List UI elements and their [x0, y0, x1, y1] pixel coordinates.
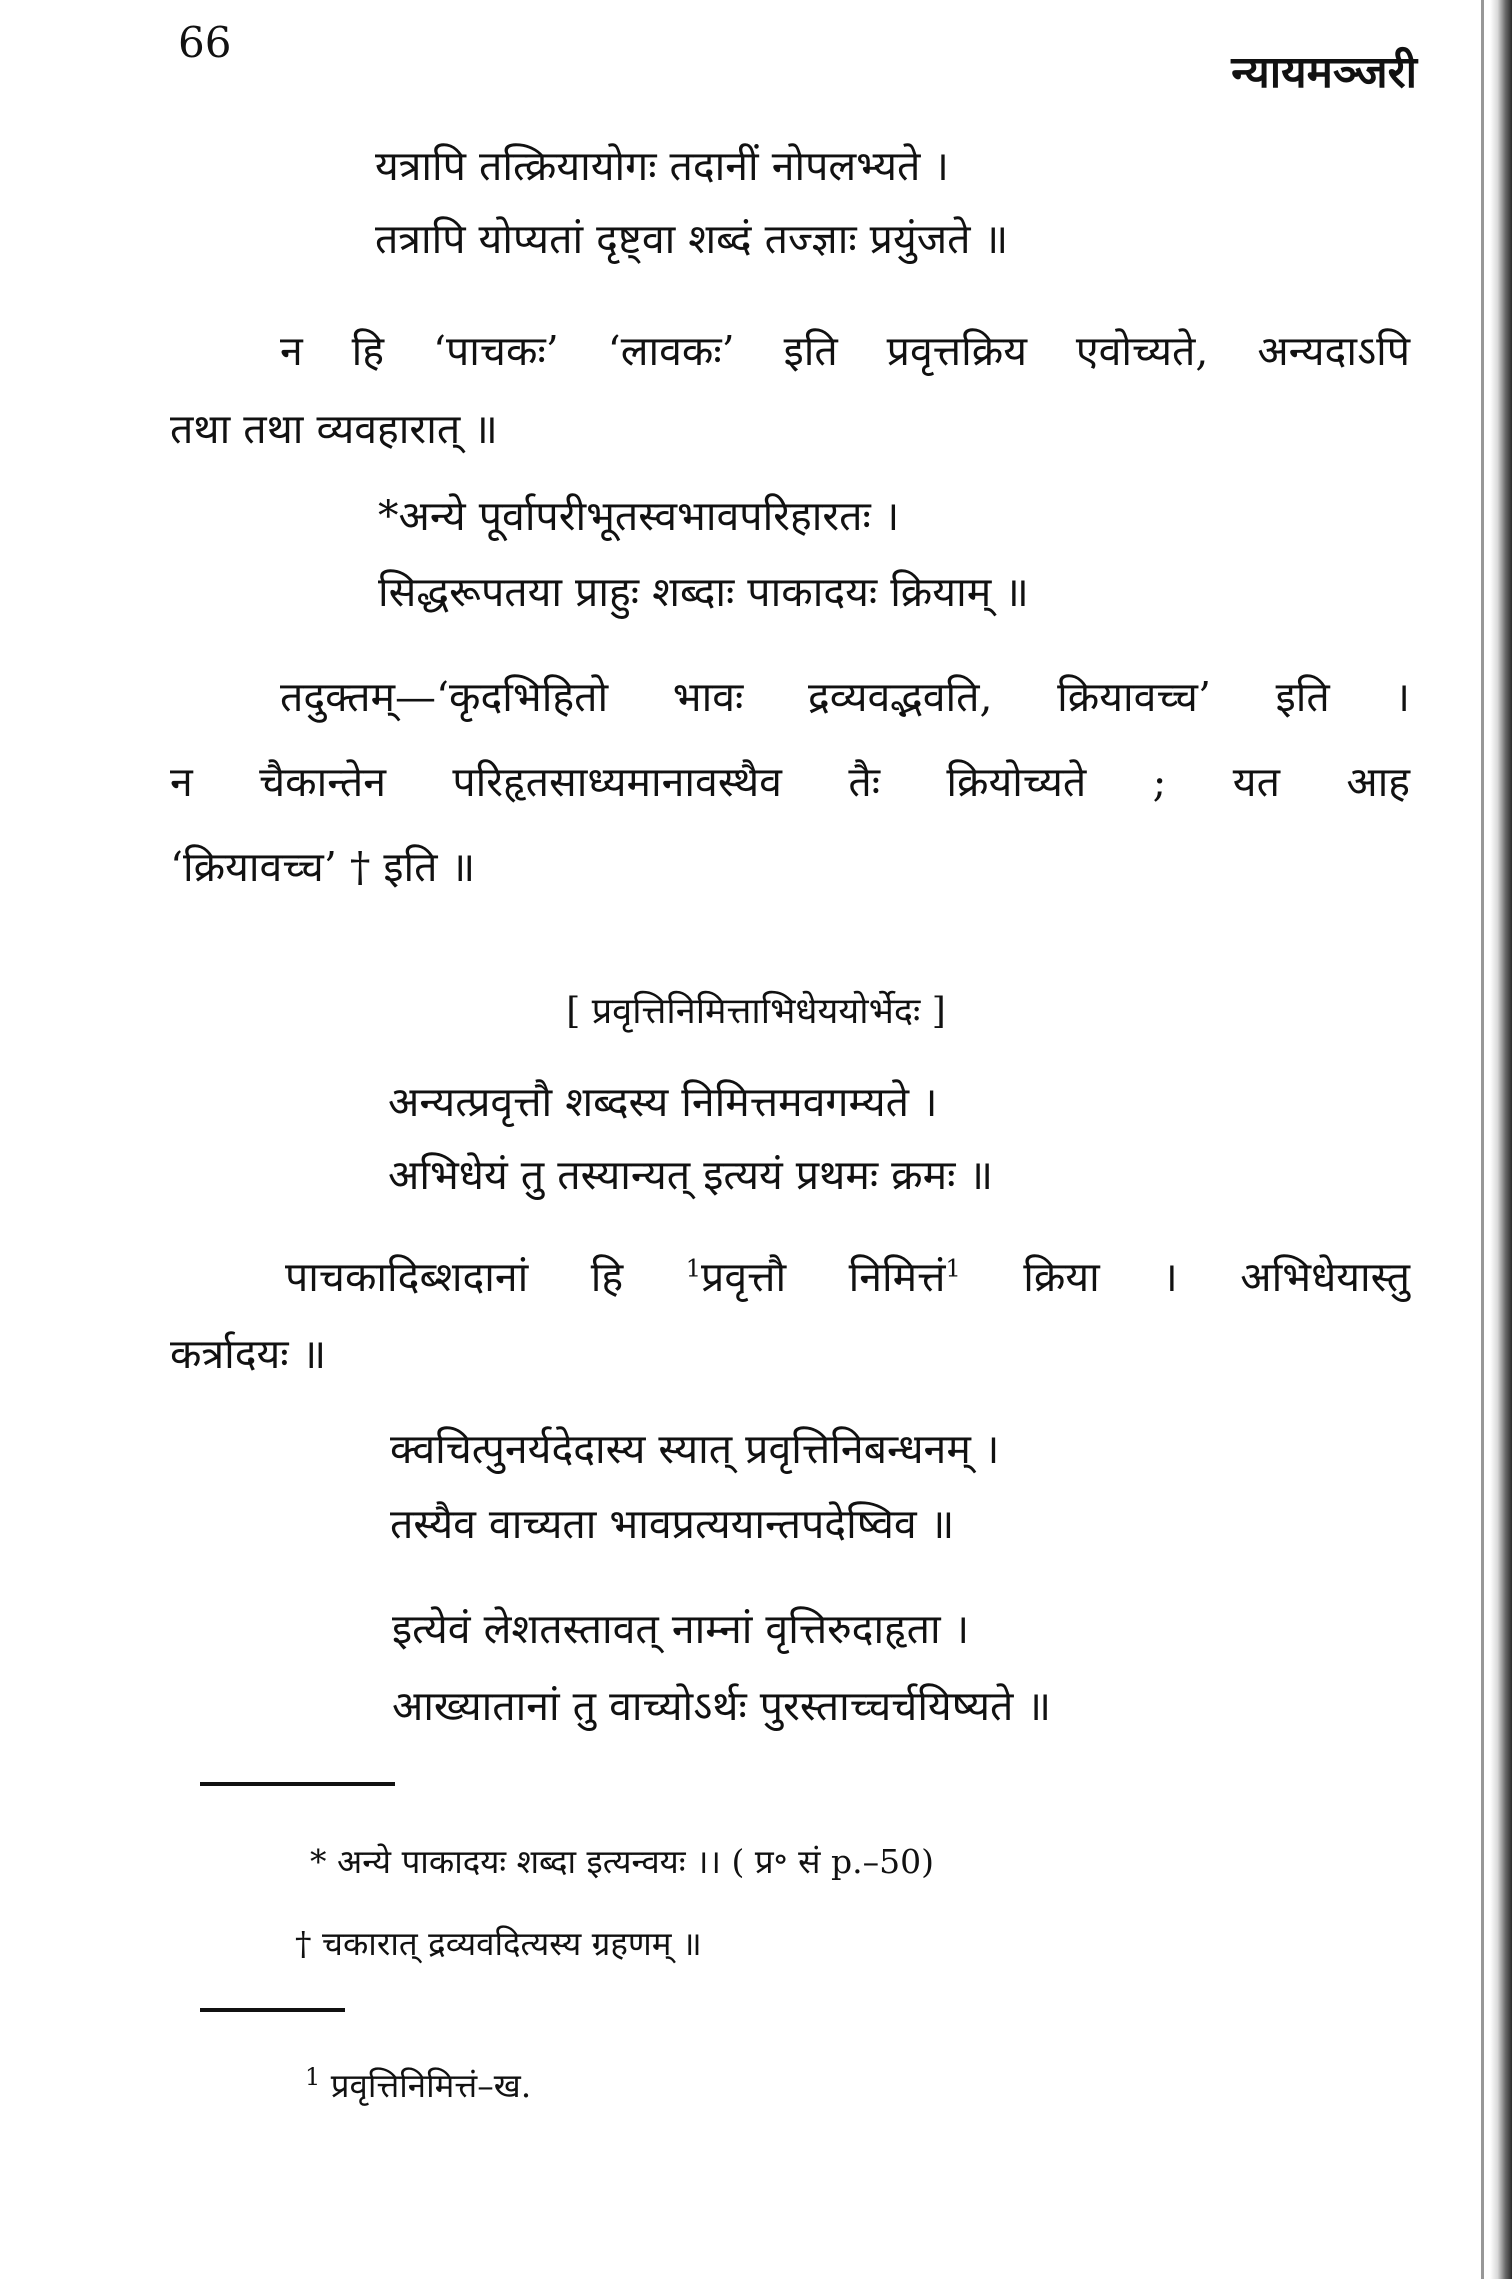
- verse-3-line-2: अभिधेयं तु तस्यान्यत् इत्ययं प्रथमः क्रमः ॥: [388, 1151, 994, 1199]
- section-heading: [ प्रवृत्तिनिमित्ताभिधेययोर्भेदः ]: [566, 991, 946, 1032]
- verse-1-line-1: यत्रापि तत्क्रियायोगः तदानीं नोपलभ्यते ।: [375, 142, 949, 190]
- verse-5-line-2: आख्यातानां तु वाच्योऽर्थः पुरस्ताच्चर्चयिष्यते ॥: [392, 1682, 1052, 1730]
- para-3-line-1: पाचकादिब्शदानां हि $^1$प्रवृत्तौ निमित्तं$^1$ क्रिया । अभिधेयास्तु: [285, 1253, 1410, 1301]
- footnote-ref-1-close: 1: [945, 1254, 961, 1283]
- footnote-numbered: $^1$ प्रवृत्तिनिमित्तं–ख.: [305, 2063, 532, 2105]
- footnote-star: * अन्ये पाकादयः शब्दा इत्यन्वयः ।। ( प्र॰ सं p.–50): [310, 1842, 934, 1881]
- page-edge-shadow: [1490, 0, 1512, 2279]
- para-2-line-2: न चैकान्तेन परिहृतसाध्यमानावस्थैव तैः क्रियोच्यते ; यत आह: [170, 758, 1410, 806]
- verse-2-line-2: सिद्धरूपतया प्राहुः शब्दाः पाकादयः क्रियाम् ॥: [378, 568, 1029, 616]
- footnote-rule-2: [200, 2008, 345, 2012]
- para-1-line-2: तथा तथा व्यवहारात् ॥: [170, 405, 498, 453]
- para-3-line-2: कर्त्रादयः ॥: [170, 1330, 327, 1378]
- verse-2-line-1: *अन्ये पूर्वापरीभूतस्वभावपरिहारतः ।: [378, 492, 900, 540]
- footnote-ref-1: 1: [685, 1254, 701, 1283]
- page-edge-line: [1481, 0, 1484, 2279]
- footnote-dagger: † चकारात् द्रव्यवदित्यस्य ग्रहणम् ॥: [295, 1924, 702, 1963]
- para-1-line-1: न हि ‘पाचकः’ ‘लावकः’ इति प्रवृत्तक्रिय एवोच्यते, अन्यदाऽपि: [280, 327, 1410, 375]
- footnote-rule-1: [200, 1782, 395, 1786]
- verse-3-line-1: अन्यत्प्रवृत्तौ शब्दस्य निमित्तमवगम्यते ।: [388, 1078, 938, 1126]
- verse-4-line-1: क्वचित्पुनर्यदेदास्य स्यात् प्रवृत्तिनिबन्धनम् ।: [390, 1425, 1000, 1473]
- page-number: 66: [178, 18, 232, 67]
- footnote-numbered-mark: 1: [305, 2063, 321, 2091]
- verse-1-line-2: तत्रापि योप्यतां दृष्ट्वा शब्दं तज्ज्ञाः प्रयुंजते ॥: [375, 215, 1009, 263]
- running-title: न्यायमञ्जरी: [1231, 47, 1417, 98]
- para-2-line-3: ‘क्रियावच्च’ † इति ॥: [170, 843, 476, 891]
- verse-5-line-1: इत्येवं लेशतस्तावत् नाम्नां वृत्तिरुदाहृता ।: [392, 1605, 970, 1653]
- para-2-line-1: तदुक्तम्—‘कृदभिहितो भावः द्रव्यवद्भवति, क्रियावच्च’ इति ।: [280, 673, 1410, 721]
- verse-4-line-2: तस्यैव वाच्यता भावप्रत्ययान्तपदेष्विव ॥: [390, 1500, 955, 1548]
